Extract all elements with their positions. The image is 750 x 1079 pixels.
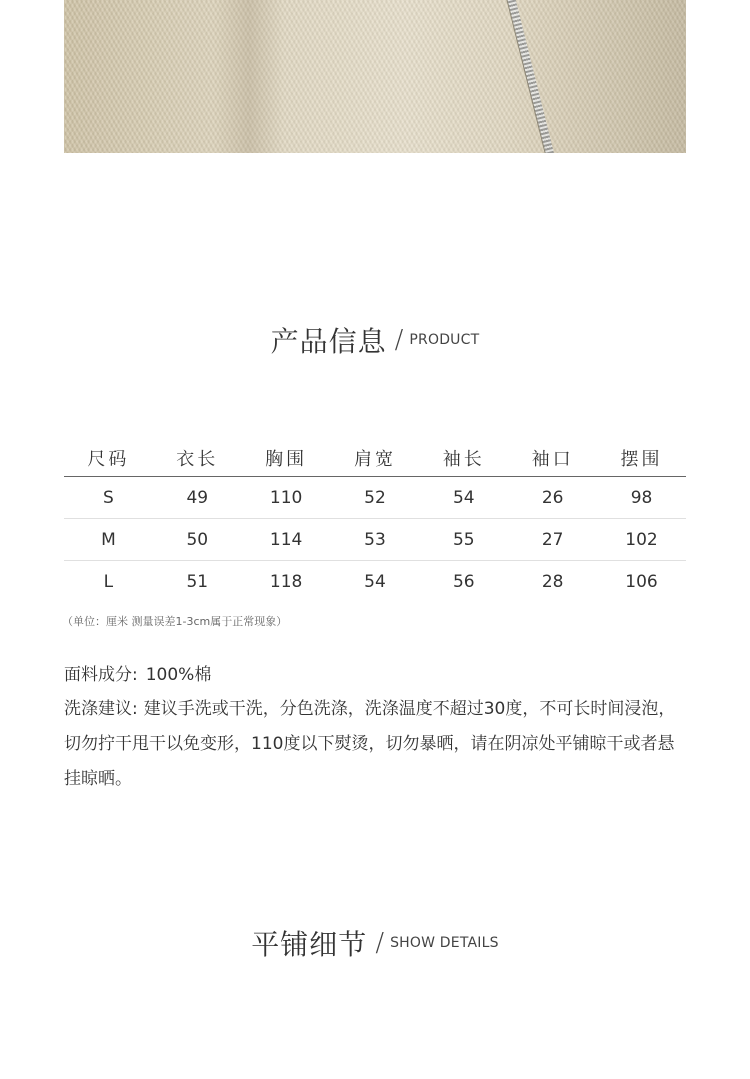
cell-sleeve-length: 55	[419, 519, 508, 561]
cell-shoulder: 53	[331, 519, 420, 561]
cell-size: S	[64, 477, 153, 519]
cell-length: 51	[186, 571, 209, 592]
cell-hem: 98	[597, 477, 686, 519]
fabric-composition	[64, 660, 211, 685]
header-length: 衣长	[153, 440, 242, 477]
section-title-en: SHOW DETAILS	[390, 935, 499, 951]
section-title-cn: 产品信息	[270, 325, 387, 358]
fabric-fold	[214, 0, 284, 153]
header-shoulder: 肩宽	[331, 440, 420, 477]
header-size: 尺码	[64, 440, 153, 477]
fabric-label: 面料成分:	[64, 665, 138, 685]
section-title-en: PRODUCT	[409, 332, 480, 348]
cell-shoulder: 54	[364, 571, 386, 592]
cell-chest: 110	[242, 477, 331, 519]
table-row	[64, 477, 686, 519]
cell-hem: 106	[625, 571, 658, 592]
cell-sleeve-length: 54	[419, 477, 508, 519]
wash-value: 建议手洗或干洗，分色洗涤，洗涤温度不超过30度，不可长时间浸泡，切勿拧干甩干以免变形，110度以下熨烫，切勿暴晒，请在阴凉处平铺晾干或者悬挂晾晒。	[64, 699, 676, 789]
section-title-slash: /	[394, 325, 404, 355]
table-row	[64, 561, 686, 603]
product-photo-fabric-closeup	[64, 0, 686, 153]
cell-length: 50	[153, 519, 242, 561]
cell-cuff: 27	[508, 519, 597, 561]
size-table-header-row	[64, 440, 686, 477]
cell-length: 49	[153, 477, 242, 519]
cell-chest: 114	[242, 519, 331, 561]
cell-size: M	[64, 519, 153, 561]
cell-hem: 102	[597, 519, 686, 561]
section-title-slash: /	[375, 928, 385, 958]
washing-instructions	[64, 692, 690, 797]
section-title-cn: 平铺细节	[251, 928, 368, 961]
measurement-note: （单位：厘米 测量误差1-3cm属于正常现象）	[62, 615, 288, 628]
wash-label: 洗涤建议:	[64, 699, 138, 719]
header-cuff: 袖口	[508, 440, 597, 477]
section-title-product-info	[0, 320, 750, 360]
cell-cuff: 26	[508, 477, 597, 519]
cell-shoulder: 52	[331, 477, 420, 519]
cell-sleeve-length: 56	[452, 571, 475, 592]
cell-cuff: 28	[541, 571, 564, 592]
cell-size: L	[103, 571, 114, 592]
header-chest: 胸围	[242, 440, 331, 477]
header-hem: 摆围	[597, 440, 686, 477]
header-sleeve-length: 袖长	[419, 440, 508, 477]
section-title-show-details	[0, 923, 750, 963]
cell-chest: 118	[269, 571, 303, 592]
size-table	[64, 440, 686, 602]
fabric-value: 100%棉	[145, 665, 212, 685]
table-row	[64, 519, 686, 561]
fabric-shadow	[506, 0, 686, 153]
